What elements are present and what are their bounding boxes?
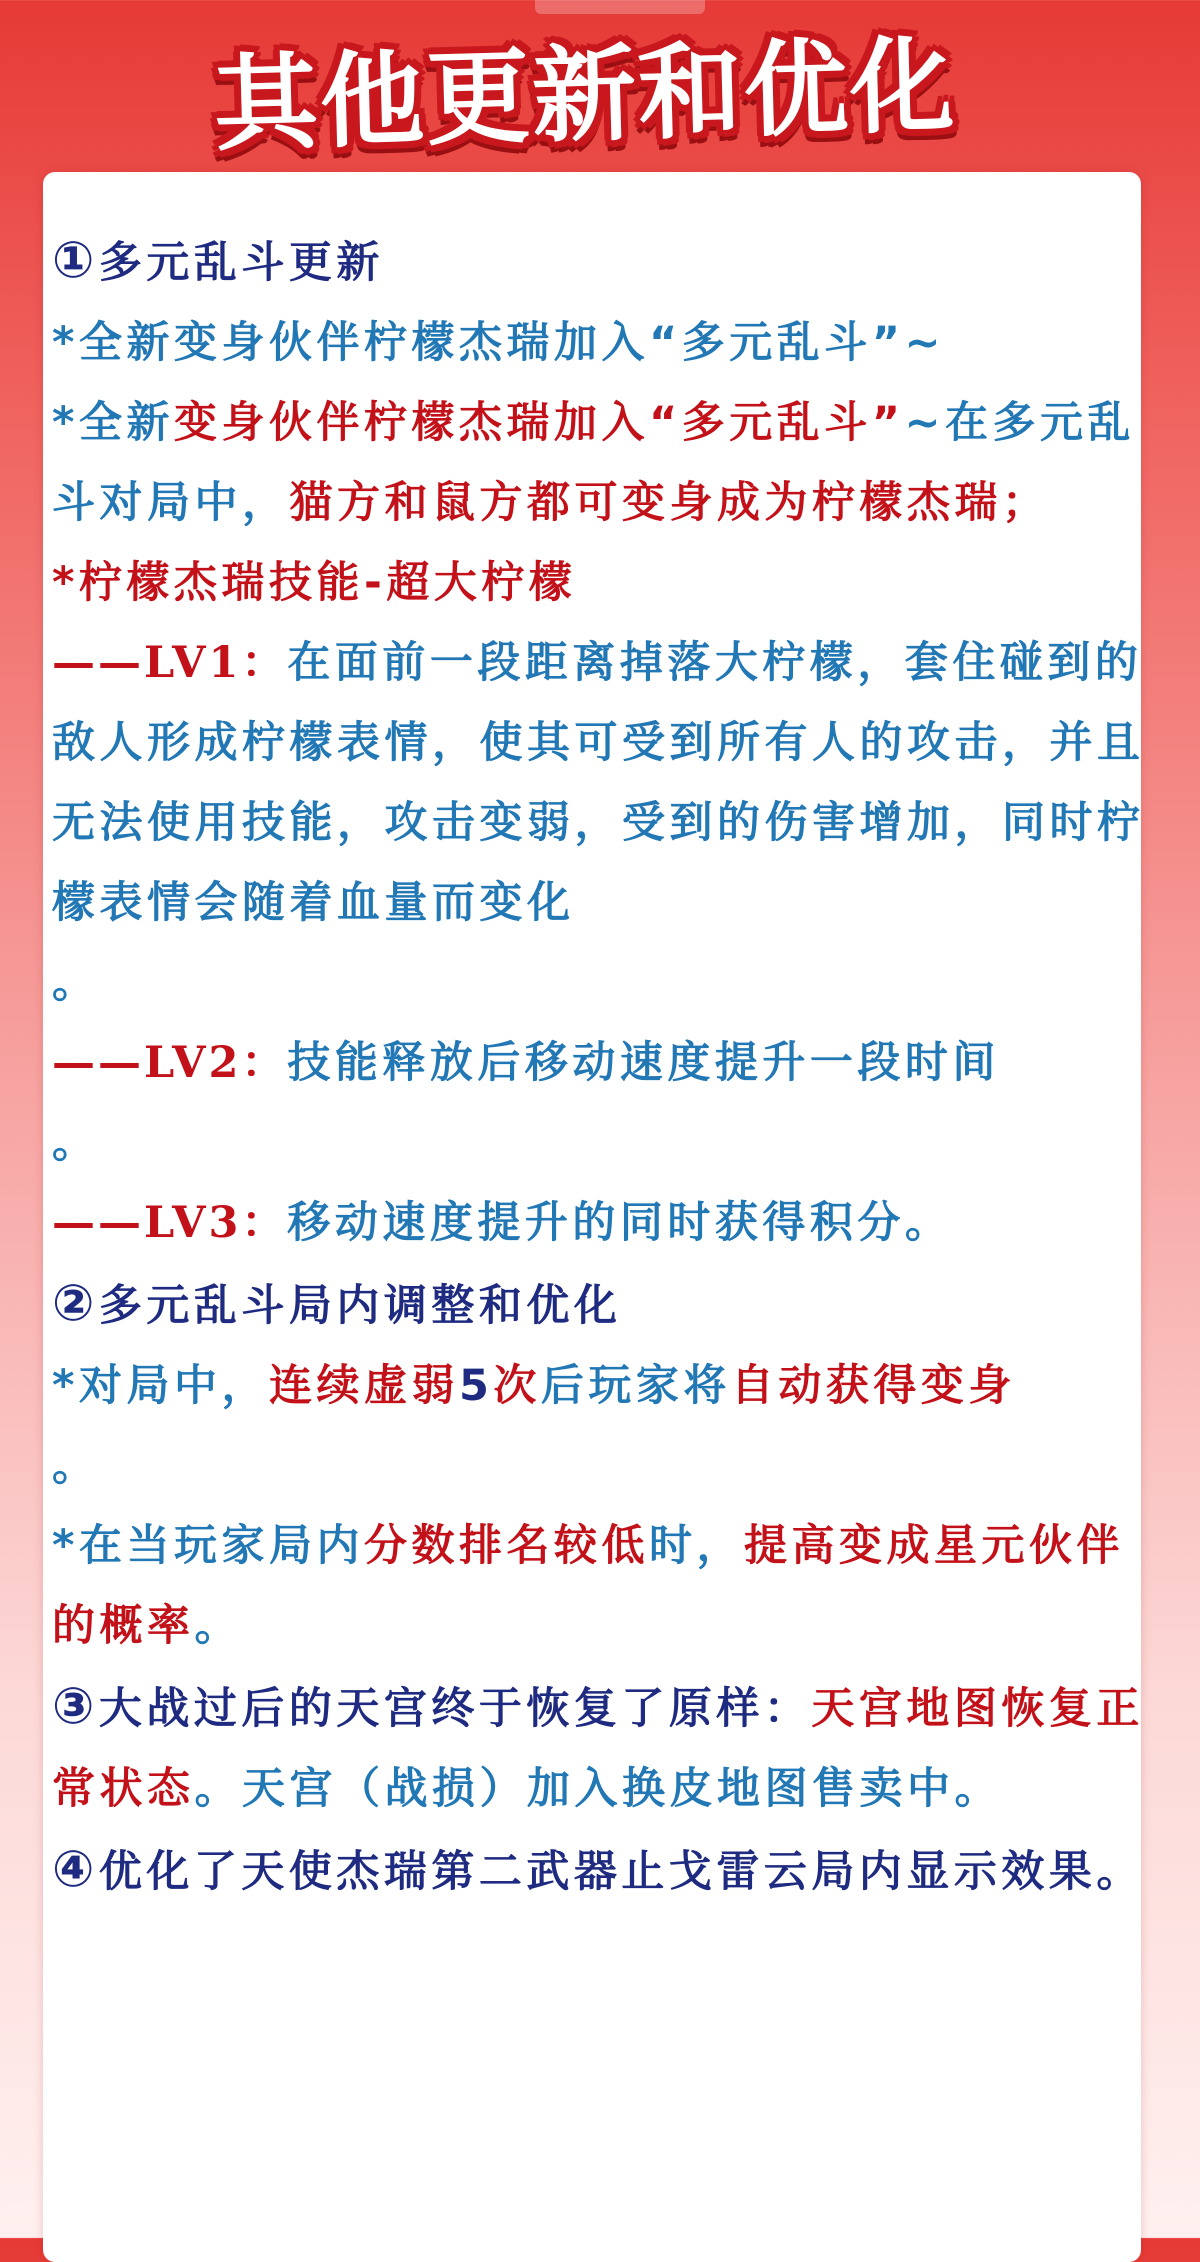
lv1-period: 。 (52, 958, 100, 1008)
text-fragment: ~在多元乱斗对局中， (52, 398, 1136, 528)
text-highlight: 次 (493, 1361, 541, 1411)
skill-heading: *柠檬杰瑞技能-超大柠檬 (52, 558, 577, 608)
update-notes (52, 220, 1150, 1912)
section-1-heading (52, 220, 1150, 303)
text-highlight: 天宫地图恢复正常状态 (52, 1684, 1144, 1814)
page-title: 其他更新和优化 (212, 24, 958, 166)
skill-lv3 (52, 1183, 1150, 1263)
text-fragment: *在当玩家局内 (52, 1521, 364, 1571)
section-4 (52, 1829, 1150, 1912)
skill-lv2 (52, 1023, 1150, 1183)
text-highlight: 分数排名较低 (364, 1521, 649, 1571)
section-3-text: 大战过后的天宫终于恢复了原样： (98, 1684, 812, 1734)
section-2-line-1 (52, 1346, 1150, 1506)
lv2-period: 。 (52, 1118, 100, 1168)
text-fragment: *全新 (52, 398, 174, 448)
section-4-number: ④ (52, 1840, 99, 1898)
section-3 (52, 1666, 1150, 1829)
text-highlight: 提高变成星元伙伴的概率 (52, 1521, 1124, 1651)
lv2-text: 技能释放后移动速度提升一段时间 (287, 1038, 1000, 1088)
text-fragment: *对局中， (52, 1361, 269, 1411)
text-highlight: 猫方和鼠方都可变身成为柠檬杰瑞； (289, 478, 1050, 528)
text-period: 。 (52, 1441, 100, 1491)
lv3-label: ——LV3： (52, 1198, 288, 1248)
section-4-text: 优化了天使杰瑞第二武器止戈雷云局内显示效果。 (98, 1847, 1144, 1897)
section-2-heading (52, 1263, 1150, 1346)
lv1-label: ——LV1： (52, 638, 288, 688)
text-fragment: 。天宫（战损）加入换皮地图售卖中。 (194, 1764, 1002, 1814)
section-1-line-1: *全新变身伙伴柠檬杰瑞加入“多元乱斗”~ (52, 318, 946, 368)
section-1-title: 多元乱斗更新 (98, 238, 384, 288)
text-period: 。 (194, 1601, 242, 1651)
text-number: 5 (459, 1361, 494, 1411)
section-2-title: 多元乱斗局内调整和优化 (98, 1281, 622, 1331)
section-2-number: ② (52, 1274, 99, 1332)
text-highlight: 变身伙伴柠檬杰瑞加入“多元乱斗” (174, 398, 905, 448)
lv2-label: ——LV2： (52, 1038, 288, 1088)
skill-lv1 (52, 623, 1150, 1023)
text-highlight: 自动获得变身 (730, 1361, 1016, 1411)
section-1-number: ① (52, 231, 99, 289)
lv3-text: 移动速度提升的同时获得积分。 (287, 1198, 953, 1248)
section-1-line-2 (52, 383, 1150, 543)
section-2-line-2 (52, 1506, 1150, 1666)
banner-title-area (0, 24, 1200, 166)
text-highlight: 连续虚弱 (269, 1361, 459, 1411)
lv1-text: 在面前一段距离掉落大柠檬，套住碰到的敌人形成柠檬表情，使其可受到所有人的攻击，并且无法使用技能，攻击变弱，受到的伤害增加，同时柠檬表情会随着血量而变化 (52, 638, 1145, 928)
text-fragment: 后玩家将 (540, 1361, 731, 1411)
section-3-number: ③ (52, 1677, 99, 1735)
top-tab-decoration (535, 0, 705, 14)
text-fragment: 时， (649, 1521, 744, 1571)
